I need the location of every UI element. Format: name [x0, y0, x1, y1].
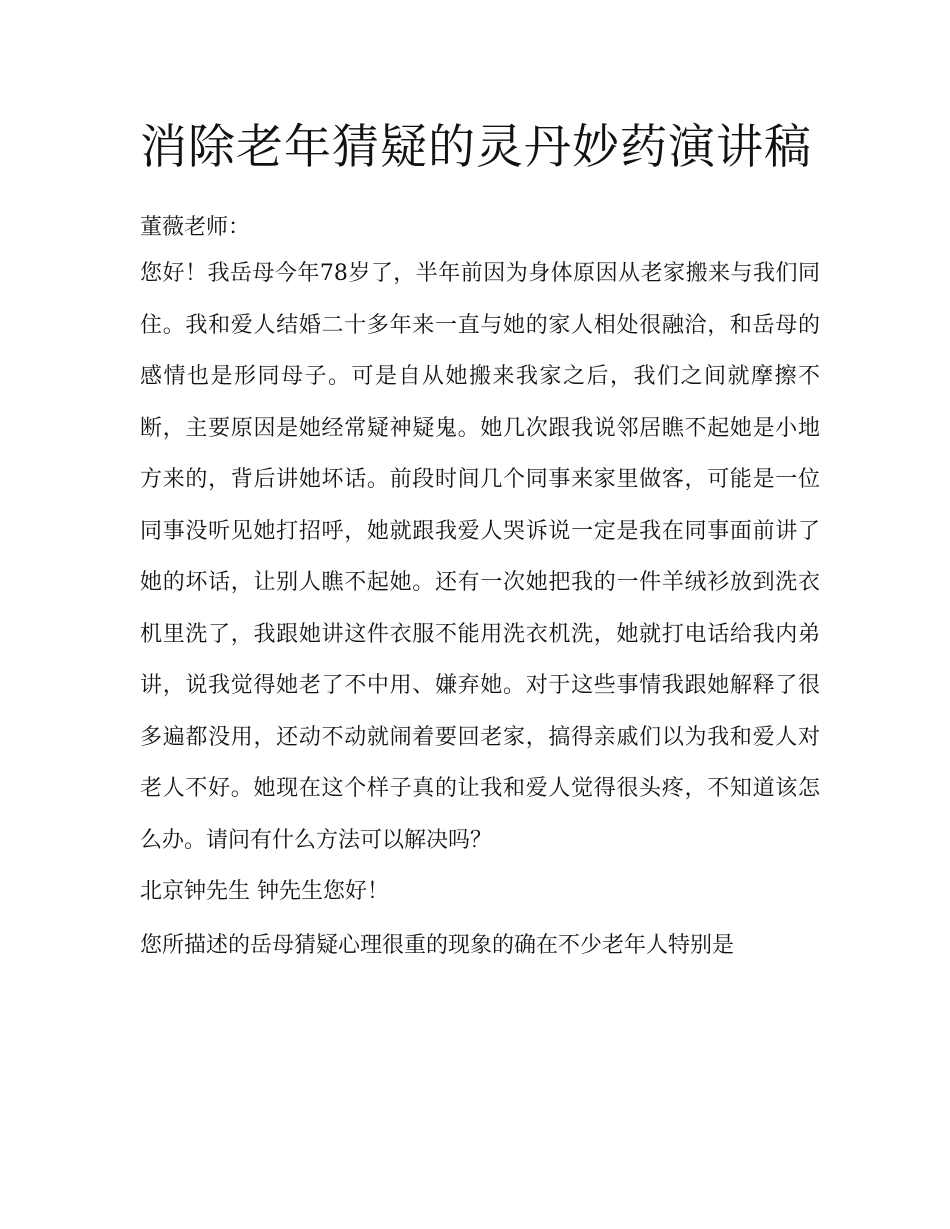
reply-paragraph: 您所描述的岳母猜疑心理很重的现象的确在不少老年人特别是	[140, 933, 735, 958]
document-page	[140, 112, 820, 972]
signature-and-greeting: 北京钟先生 钟先生您好！	[140, 879, 389, 904]
letter-body: 您好！我岳母今年78岁了，半年前因为身体原因从老家搬来与我们同住。我和爱人结婚二十多年来一直与她的家人相处很融洽，和岳母的感情也是形同母子。可是自从她搬来我家之后，我们之间就摩擦不断，主要原因是她经常疑神疑鬼。她几次跟我说邻居瞧不起她是小地方来的，背后讲她坏话。前段时间几个同事来家里做客，可能是一位同事没听见她打招呼，她就跟我爱人哭诉说一定是我在同事面前讲了她的坏话，让别人瞧不起她。还有一次她把我的一件羊绒衫放到洗衣机里洗了，我跟她讲这件衣服不能用洗衣机洗，她就打电话给我内弟讲，说我觉得她老了不中用、嫌弃她。对于这些事情我跟她解释了很多遍都没用，还动不动就闹着要回老家，搞得亲戚们以为我和爱人对老人不好。她现在这个样子真的让我和爱人觉得很头疼，不知道该怎么办。请问有什么方法可以解决吗？	[140, 261, 820, 853]
document-title: 消除老年猜疑的灵丹妙药演讲稿	[140, 120, 812, 175]
letter-salutation: 董薇老师：	[140, 215, 251, 240]
